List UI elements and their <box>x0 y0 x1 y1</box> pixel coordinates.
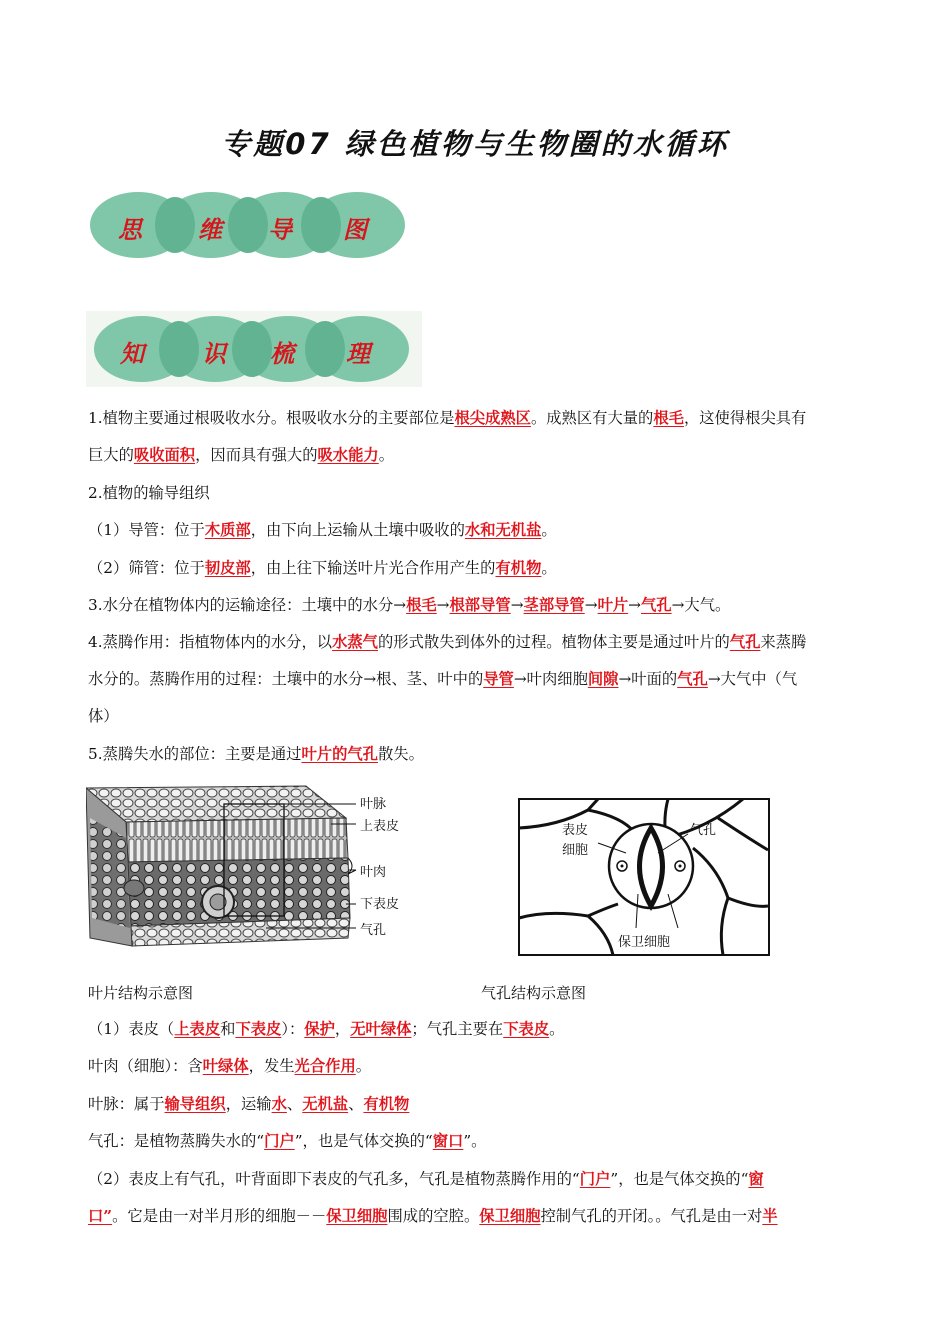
keyword: 气孔 <box>641 596 672 614</box>
stoma-label: 细胞 <box>562 843 589 858</box>
keyword: 保护 <box>304 1020 335 1038</box>
keyword: 叶绿体 <box>202 1057 249 1075</box>
keyword: 吸水能力 <box>317 446 379 464</box>
paragraph-4-end: 体） <box>88 707 119 725</box>
mindmap-banner <box>88 188 414 258</box>
keyword: 茎部导管 <box>523 596 585 614</box>
keyword: 水蒸气 <box>332 633 378 651</box>
paragraph-3: 3.水分在植物体内的运输途径：土壤中的水分→根毛→根部导管→茎部导管→叶片→气孔→大气。 <box>88 596 731 614</box>
keyword: 间隙 <box>587 670 619 688</box>
paragraph-4-cont: 水分的。蒸腾作用的过程：土壤中的水分→根、茎、叶中的导管→叶肉细胞间隙→叶面的气孔→大气中（气 <box>88 670 798 688</box>
keyword: 口” <box>88 1207 113 1225</box>
stoma-label: 表皮 <box>562 823 589 838</box>
keyword: 保卫细胞 <box>479 1207 541 1225</box>
keyword: 木质部 <box>204 521 251 539</box>
caption-stoma: 气孔结构示意图 <box>481 984 587 1002</box>
banner-char: 知 <box>120 340 144 368</box>
banner-char: 维 <box>198 216 222 244</box>
keyword: 导管 <box>483 670 514 688</box>
stoma-label: 气孔 <box>690 823 717 838</box>
caption-leaf: 叶片结构示意图 <box>88 984 194 1002</box>
keyword: 门户 <box>264 1132 295 1150</box>
paragraph-1: 1.植物主要通过根吸收水分。根吸收水分的主要部位是根尖成熟区。成熟区有大量的根毛，这使得根尖具有 <box>88 409 807 427</box>
keyword: 根毛 <box>406 596 437 614</box>
leaf-structure-figure <box>86 778 426 968</box>
banner-char: 思 <box>118 216 142 244</box>
keyword: 下表皮 <box>235 1020 282 1038</box>
keyword: 水和无机盐 <box>464 521 542 539</box>
paragraph-q5: （2）表皮上有气孔，叶背面即下表皮的气孔多，气孔是植物蒸腾作用的“门户”，也是气体交换的“窗 <box>88 1170 764 1188</box>
keyword: 无叶绿体 <box>350 1020 412 1038</box>
keyword: 上表皮 <box>174 1020 221 1038</box>
banner-char: 理 <box>346 340 370 368</box>
keyword: 根部导管 <box>449 596 511 614</box>
keyword: 叶片的气孔 <box>301 745 378 763</box>
leaf-label: 叶脉 <box>360 797 387 812</box>
leaf-cross-section-illustration <box>86 778 426 968</box>
paragraph-q5-cont: 口”。它是由一对半月形的细胞－－保卫细胞围成的空腔。保卫细胞控制气孔的开闭。。气孔是由一对半 <box>88 1207 778 1225</box>
keyword: 无机盐 <box>302 1095 349 1113</box>
banner-char: 识 <box>202 340 226 368</box>
keyword: 有机物 <box>495 559 542 577</box>
keyword: 韧皮部 <box>204 559 251 577</box>
keyword: 输导组织 <box>164 1095 226 1113</box>
keyword: 保卫细胞 <box>326 1207 388 1225</box>
banner-char: 导 <box>268 216 292 244</box>
leaf-label: 上表皮 <box>360 819 400 834</box>
banner-char: 梳 <box>270 340 294 368</box>
banner-char: 图 <box>343 216 367 244</box>
keyword: 有机物 <box>363 1095 410 1113</box>
vein-line: 叶脉：属于输导组织，运输水、无机盐、有机物 <box>88 1095 410 1113</box>
keyword: 半 <box>762 1207 778 1225</box>
keyword: 光合作用 <box>294 1057 356 1075</box>
keyword: 水 <box>271 1095 287 1113</box>
paragraph-1-cont: 巨大的吸收面积，因而具有强大的吸水能力。 <box>88 446 395 464</box>
stoma-label: 保卫细胞 <box>618 935 671 950</box>
leaf-label: 叶肉 <box>360 865 387 880</box>
keyword: 根尖成熟区 <box>454 409 531 427</box>
mesophyll-line: 叶肉（细胞）：含叶绿体，发生光合作用。 <box>88 1057 372 1075</box>
page-title: 专题07 绿色植物与生物圈的水循环 <box>221 127 729 161</box>
keyword: 下表皮 <box>503 1020 550 1038</box>
stoma-line: 气孔：是植物蒸腾失水的“门户”，也是气体交换的“窗口”。 <box>88 1132 487 1150</box>
leaf-label: 气孔 <box>360 923 387 938</box>
knowledge-banner <box>86 311 422 387</box>
keyword: 气孔 <box>677 670 708 688</box>
paragraph-2a: （1）导管：位于木质部，由下向上运输从土壤中吸收的水和无机盐。 <box>88 521 557 539</box>
keyword: 门户 <box>579 1170 611 1188</box>
keyword: 叶片 <box>597 596 629 614</box>
keyword: 窗 <box>748 1170 764 1188</box>
paragraph-4: 4.蒸腾作用：指植物体内的水分，以水蒸气的形式散失到体外的过程。植物体主要是通过叶片的气孔来蒸腾 <box>88 633 807 651</box>
stoma-structure-figure <box>518 798 770 956</box>
paragraph-2: 2.植物的输导组织 <box>88 484 210 502</box>
paragraph-5: 5.蒸腾失水的部位：主要是通过叶片的气孔散失。 <box>88 745 424 763</box>
epidermis-line: （1）表皮（上表皮和下表皮）：保护，无叶绿体；气孔主要在下表皮。 <box>88 1020 565 1038</box>
paragraph-2b: （2）筛管：位于韧皮部，由上往下输送叶片光合作用产生的有机物。 <box>88 559 557 577</box>
keyword: 吸收面积 <box>133 446 196 464</box>
keyword: 根毛 <box>653 409 684 427</box>
stoma-illustration <box>518 798 770 956</box>
keyword: 气孔 <box>729 633 761 651</box>
keyword: 窗口 <box>432 1132 464 1150</box>
leaf-label: 下表皮 <box>360 897 400 912</box>
